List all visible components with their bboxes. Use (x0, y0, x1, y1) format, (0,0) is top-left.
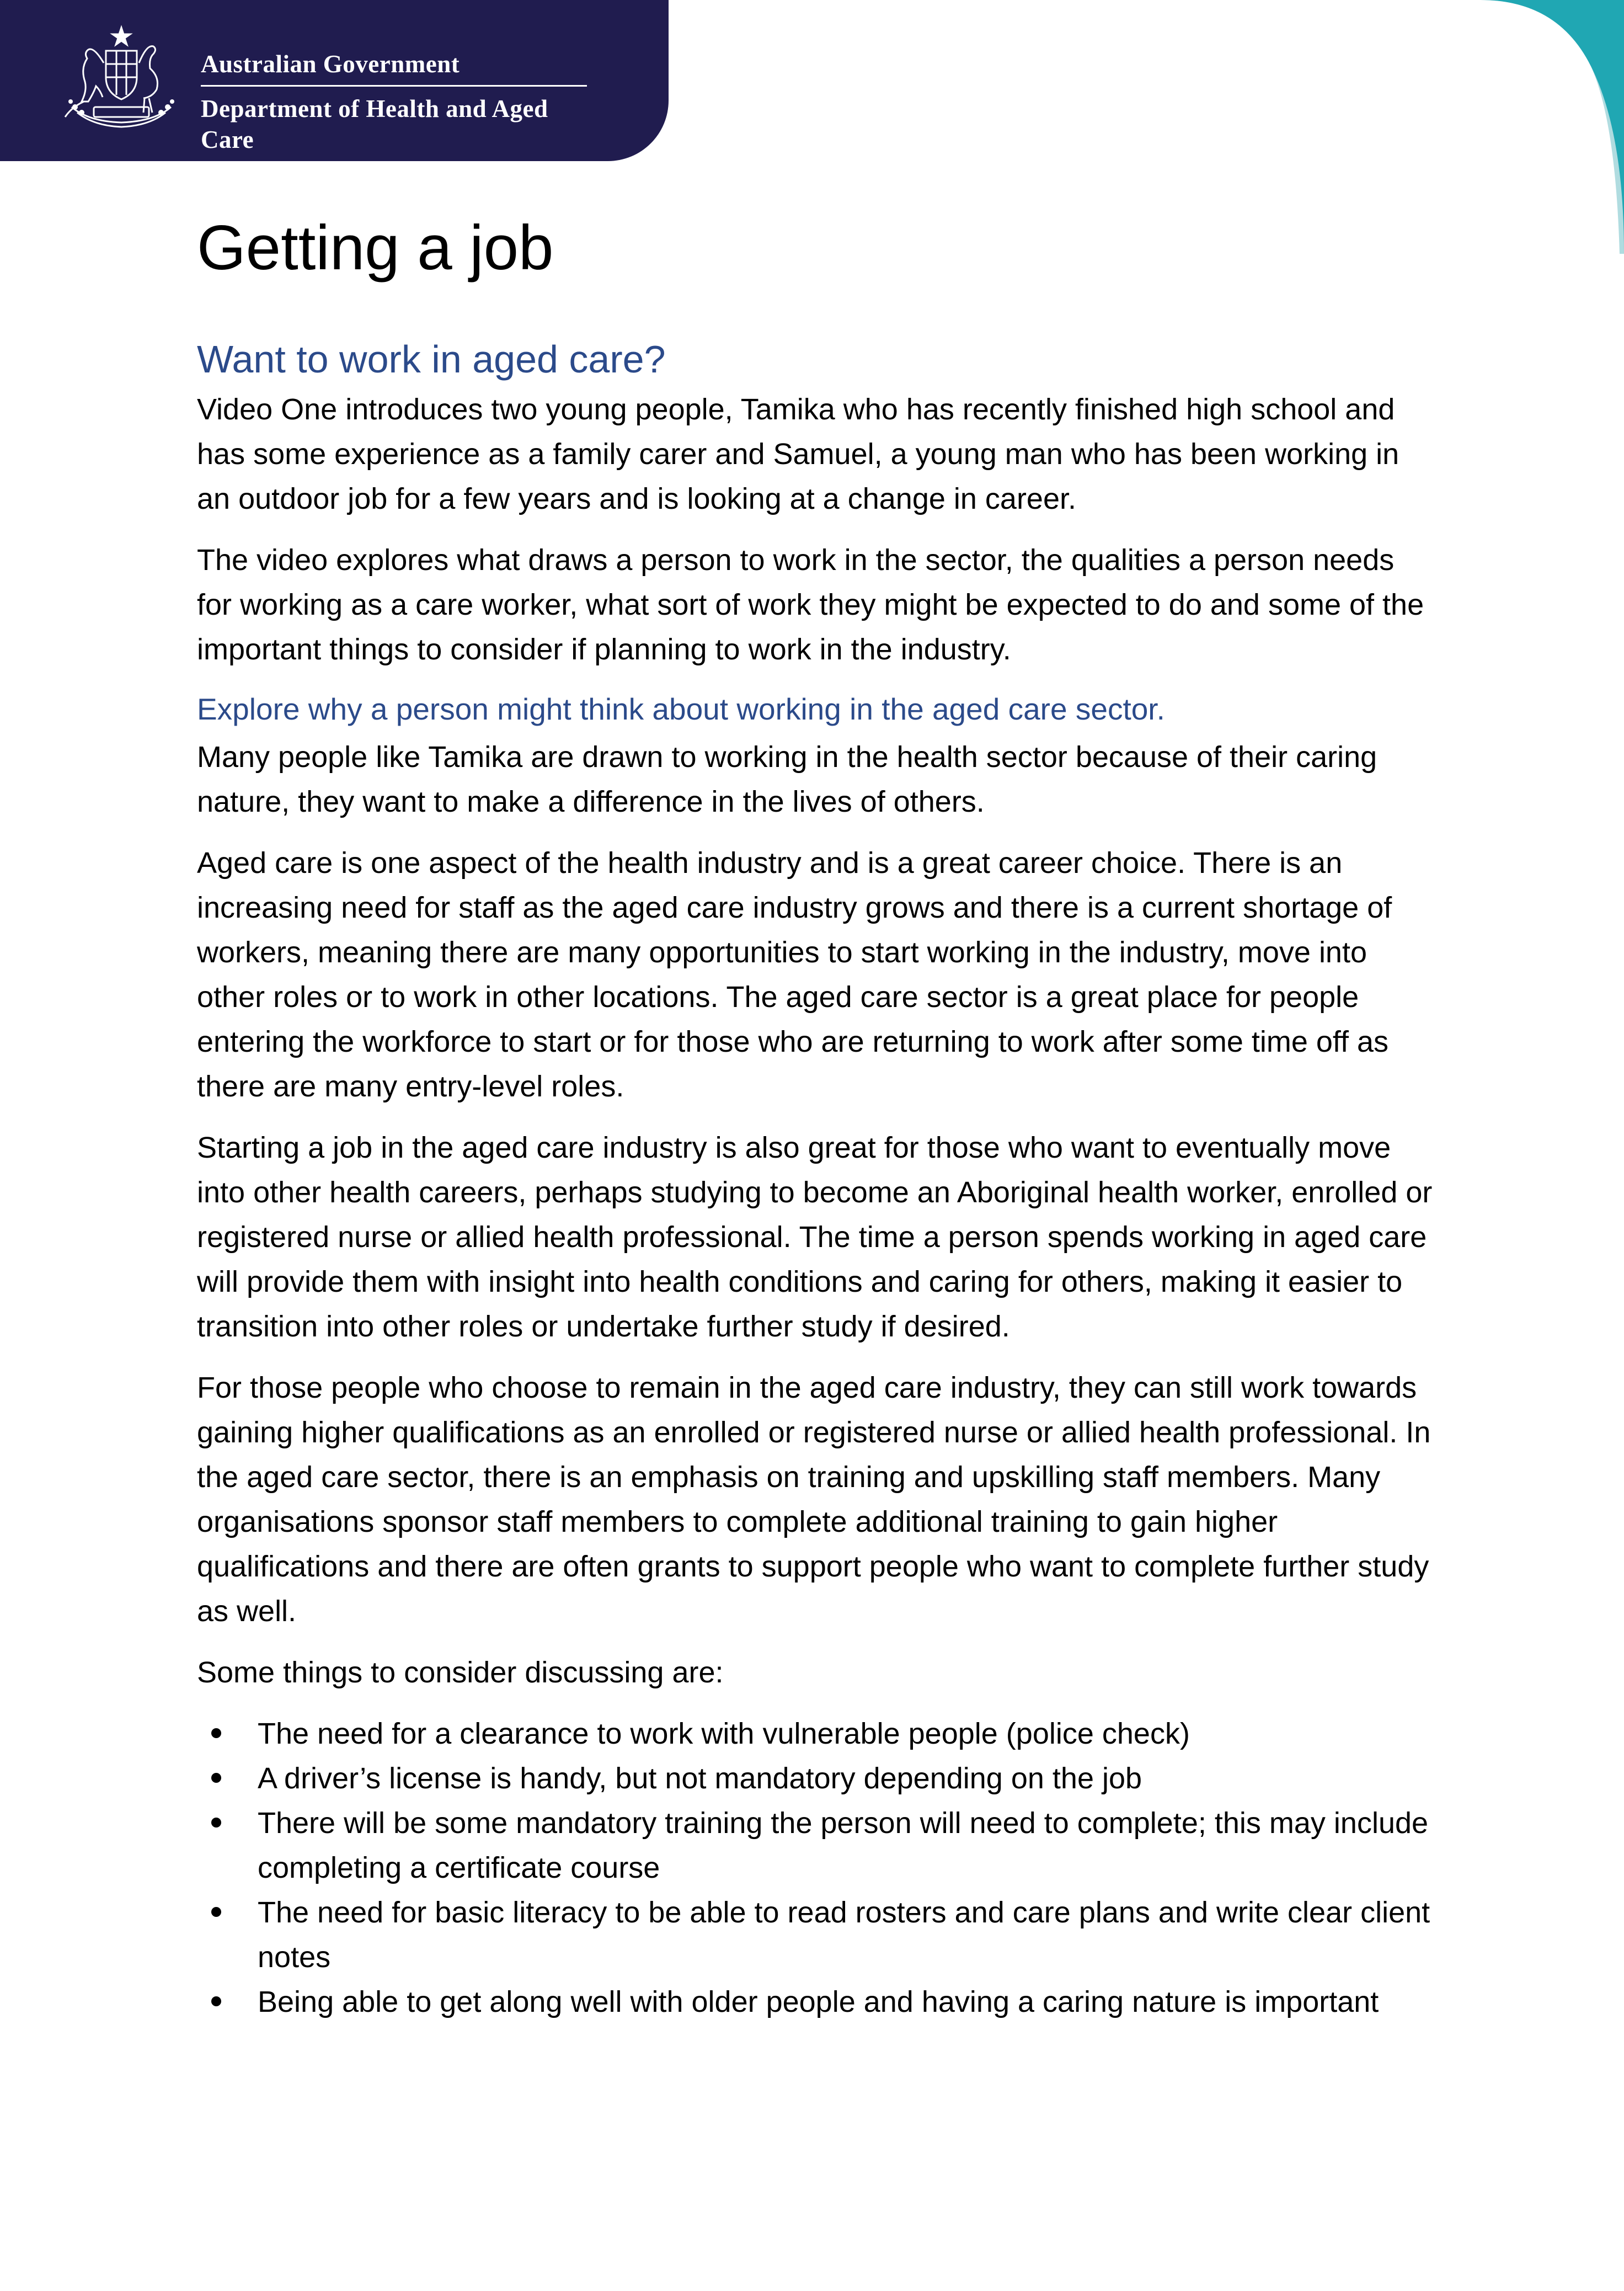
list-item-text: The need for a clearance to work with vulnerable people (police check) (258, 1717, 1190, 1750)
page-title: Getting a job (197, 213, 554, 283)
list-item-text: The need for basic literacy to be able to read rosters and care plans and write clear client notes (258, 1896, 1430, 1974)
government-header (0, 0, 669, 161)
list-item (197, 1801, 1433, 1890)
department-name: Department of Health and Aged Care (201, 95, 548, 153)
section-heading: Want to work in aged care? (197, 338, 666, 381)
list-item (197, 1980, 1433, 2024)
list-item (197, 1890, 1433, 1980)
body-paragraph: Some things to consider discussing are: (197, 1656, 724, 1689)
list-item (197, 1712, 1433, 1756)
list-item-text: A driver’s license is handy, but not mandatory depending on the job (258, 1762, 1142, 1795)
sub-heading: Explore why a person might think about working in the aged care sector. (197, 692, 1165, 726)
body-paragraph: Many people like Tamika are drawn to working in the health sector because of their caring nature, they want to make a difference in the lives of others. (197, 740, 1377, 818)
body-paragraph: For those people who choose to remain in the aged care industry, they can still work towards gaining higher qualifications as an enrolled or registered nurse or allied health professional. In the aged care sector, there is an emphasis on training and upskilling staff members. Many organisations sponsor staff members to complete additional training to gain higher qualifications and there are often grants to support people who want to complete further study as well. (197, 1371, 1431, 1628)
document-body (197, 210, 1433, 2024)
list-item-text: Being able to get along well with older people and having a caring nature is important (258, 1985, 1379, 2018)
wordmark-divider (201, 85, 587, 87)
commonwealth-coat-of-arms-icon (55, 24, 188, 129)
bullet-icon (211, 1773, 221, 1783)
body-paragraph: Starting a job in the aged care industry is also great for those who want to eventually move into other health careers, perhaps studying to become an Aboriginal health worker, enrolled or registered nurse or allied health professional. The time a person spends working in aged care will provide them with insight into health conditions and caring for others, making it easier to transition into other roles or undertake further study if desired. (197, 1131, 1433, 1343)
bullet-icon (211, 1907, 221, 1917)
bullet-icon (211, 1818, 221, 1828)
list-item (197, 1756, 1433, 1801)
intro-paragraph: The video explores what draws a person to work in the sector, the qualities a person needs for working as a care worker, what sort of work they might be expected to do and some of the important things to consider if planning to work in the industry. (197, 544, 1424, 666)
bullet-icon (211, 1996, 221, 2006)
government-name: Australian Government (201, 50, 460, 78)
bullet-icon (211, 1728, 221, 1738)
government-wordmark (201, 49, 587, 155)
list-item-text: There will be some mandatory training the person will need to complete; this may include completing a certificate course (258, 1807, 1429, 1884)
intro-paragraph: Video One introduces two young people, Tamika who has recently finished high school and has some experience as a family carer and Samuel, a young man who has been working in an outdoor job for a few years and is looking at a change in career. (197, 393, 1399, 515)
considerations-list (197, 1712, 1433, 2024)
body-paragraph: Aged care is one aspect of the health industry and is a great career choice. There is an increasing need for staff as the aged care industry grows and there is a current shortage of workers, meaning there are many opportunities to start working in the industry, move into other roles or to work in other locations. The aged care sector is a great place for people entering the workforce to start or for those who are returning to work after some time off as there are many entry-level roles. (197, 846, 1392, 1103)
